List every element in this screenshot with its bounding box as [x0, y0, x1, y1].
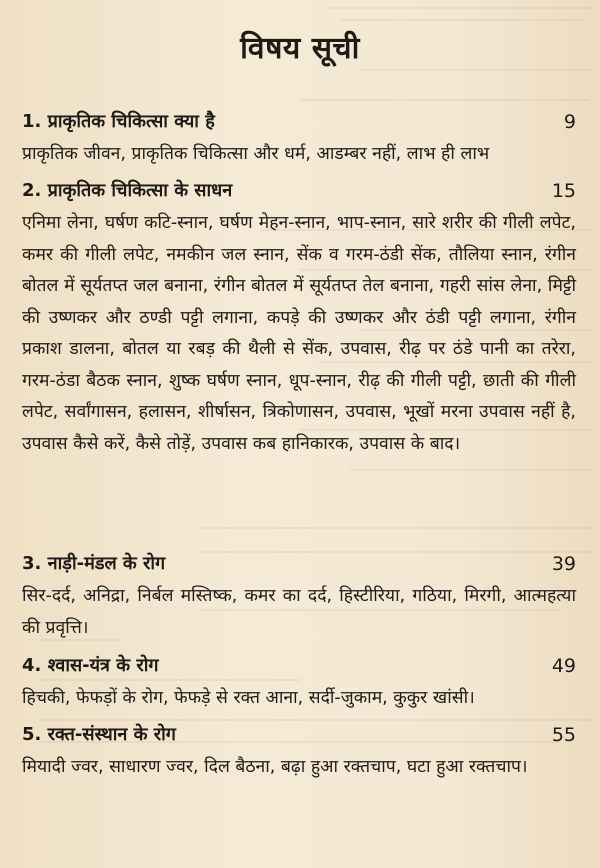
page-title: विषय सूची — [240, 31, 360, 66]
page-number: 39 — [551, 553, 576, 575]
section-number: 2. — [22, 180, 42, 201]
page-number: 15 — [551, 180, 576, 202]
section-number: 4. — [22, 655, 42, 676]
section-title: प्राकृतिक चिकित्सा के साधन — [47, 180, 233, 201]
section-number: 3. — [22, 553, 42, 574]
toc-heading[interactable] — [22, 551, 576, 577]
section-topics: एनिमा लेना, घर्षण कटि-स्नान, घर्षण मेहन-स्नान, भाप-स्नान, सारे शरीर की गीली लपेट, कमर की गीली लपेट, नमकीन जल स्नान, सेंक व गरम-ठंडी सेंक, तौलिया स्नान, रंगीन बोतल में सूर्यतप्त जल बनाना, रंगीन बोतल में सूर्यतप्त तेल बनाना, गहरी सांस लेना, मिट्टी की उष्णकर और ठण्डी पट्टी लगाना, कपड़े की उष्णकर और ठंडी पट्टी लगाना, रंगीन प्रकाश डालना, बोतल या रबड़ की थैली से सेंक, उपवास, रीढ़ पर ठंडे पानी का तरेरा, गरम-ठंडा बैठक स्नान, शुष्क घर्षण स्नान, धूप-स्नान, रीढ़ की गीली पट्टी, छाती की गीली लपेट, सर्वांगासन, हलासन, शीर्षासन, त्रिकोणासन, उपवास, भूखों मरना उपवास नहीं है, उपवास कैसे करें, कैसे तोड़ें, उपवास कब हानिकारक, उपवास के बाद। — [22, 213, 576, 454]
toc-heading[interactable] — [22, 109, 576, 135]
toc-heading[interactable] — [22, 178, 576, 204]
section-title: रक्त-संस्थान के रोग — [47, 724, 176, 745]
section-number: 5. — [22, 724, 42, 745]
page-number: 49 — [551, 655, 576, 677]
section-topics: प्राकृतिक जीवन, प्राकृतिक चिकित्सा और धर्म, आडम्बर नहीं, लाभ ही लाभ — [22, 144, 490, 164]
toc-section-1 — [22, 109, 576, 171]
page-number: 9 — [563, 111, 576, 133]
toc-section-4 — [22, 653, 576, 715]
section-topics: सिर-दर्द, अनिद्रा, निर्बल मस्तिष्क, कमर का दर्द, हिस्टीरिया, गठिया, मिरगी, आत्महत्या की प्रवृत्ति। — [22, 586, 576, 638]
toc-section-2 — [22, 178, 576, 460]
section-title: प्राकृतिक चिकित्सा क्या है — [47, 111, 215, 132]
section-topics: हिचकी, फेफड़ों के रोग, फेफड़े से रक्त आना, सर्दी-जुकाम, कुकुर खांसी। — [22, 688, 475, 708]
section-title: नाड़ी-मंडल के रोग — [47, 553, 166, 574]
toc-heading[interactable] — [22, 653, 576, 679]
toc-section-3 — [22, 551, 576, 644]
toc-section-5 — [22, 722, 576, 784]
section-topics: मियादी ज्वर, साधारण ज्वर, दिल बैठना, बढ़ा हुआ रक्तचाप, घटा हुआ रक्तचाप। — [22, 757, 528, 777]
toc-heading[interactable] — [22, 722, 576, 748]
page-number: 55 — [551, 724, 576, 746]
section-number: 1. — [22, 111, 42, 132]
section-title: श्वास-यंत्र के रोग — [47, 655, 159, 676]
